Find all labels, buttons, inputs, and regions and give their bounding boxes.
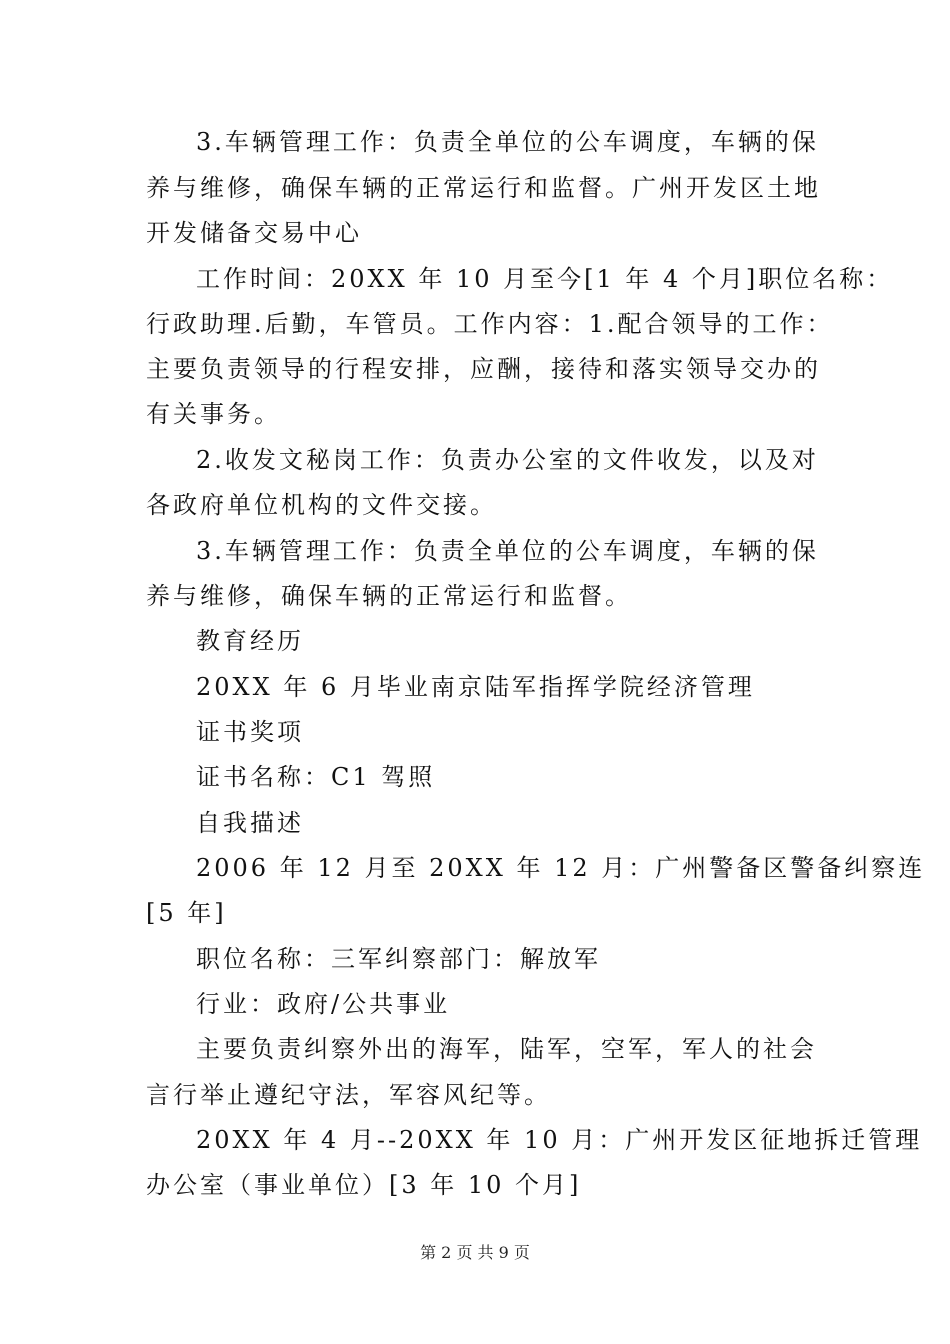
text-line: 证书名称：C1 驾照	[196, 763, 436, 791]
text-line: 有关事务。	[146, 400, 281, 428]
text-line: 养与维修，确保车辆的正常运行和监督。广州开发区土地	[146, 174, 821, 202]
text-line: 3.车辆管理工作：负责全单位的公车调度，车辆的保	[196, 128, 819, 156]
text-line: 3.车辆管理工作：负责全单位的公车调度，车辆的保	[196, 537, 819, 565]
text-line: 行政助理.后勤，车管员。工作内容：1.配合领导的工作：	[146, 310, 834, 338]
text-line: 主要负责纠察外出的海军，陆军，空军，军人的社会	[196, 1035, 817, 1063]
text-line: 2006 年 12 月至 20XX 年 12 月：广州警备区警备纠察连	[196, 854, 926, 882]
text-line: 开发储备交易中心	[146, 219, 362, 247]
page-number-footer: 第 2 页 共 9 页	[420, 1243, 530, 1262]
section-heading: 证书奖项	[196, 718, 304, 746]
text-line: 20XX 年 4 月--20XX 年 10 月：广州开发区征地拆迁管理	[196, 1126, 923, 1154]
text-line: 养与维修，确保车辆的正常运行和监督。	[146, 582, 632, 610]
text-line: 工作时间：20XX 年 10 月至今[1 年 4 个月]职位名称：	[196, 265, 894, 293]
text-line: 言行举止遵纪守法，军容风纪等。	[146, 1081, 551, 1109]
section-heading: 教育经历	[196, 627, 304, 655]
text-line: [5 年]	[146, 899, 227, 927]
section-heading: 自我描述	[196, 809, 304, 837]
text-line: 办公室（事业单位）[3 年 10 个月]	[146, 1171, 582, 1199]
text-line: 主要负责领导的行程安排，应酬，接待和落实领导交办的	[146, 355, 821, 383]
text-line: 20XX 年 6 月毕业南京陆军指挥学院经济管理	[196, 673, 755, 701]
text-line: 职位名称：三军纠察部门：解放军	[196, 945, 601, 973]
text-line: 行业：政府/公共事业	[196, 990, 451, 1018]
text-line: 各政府单位机构的文件交接。	[146, 491, 497, 519]
text-line: 2.收发文秘岗工作：负责办公室的文件收发，以及对	[196, 446, 819, 474]
